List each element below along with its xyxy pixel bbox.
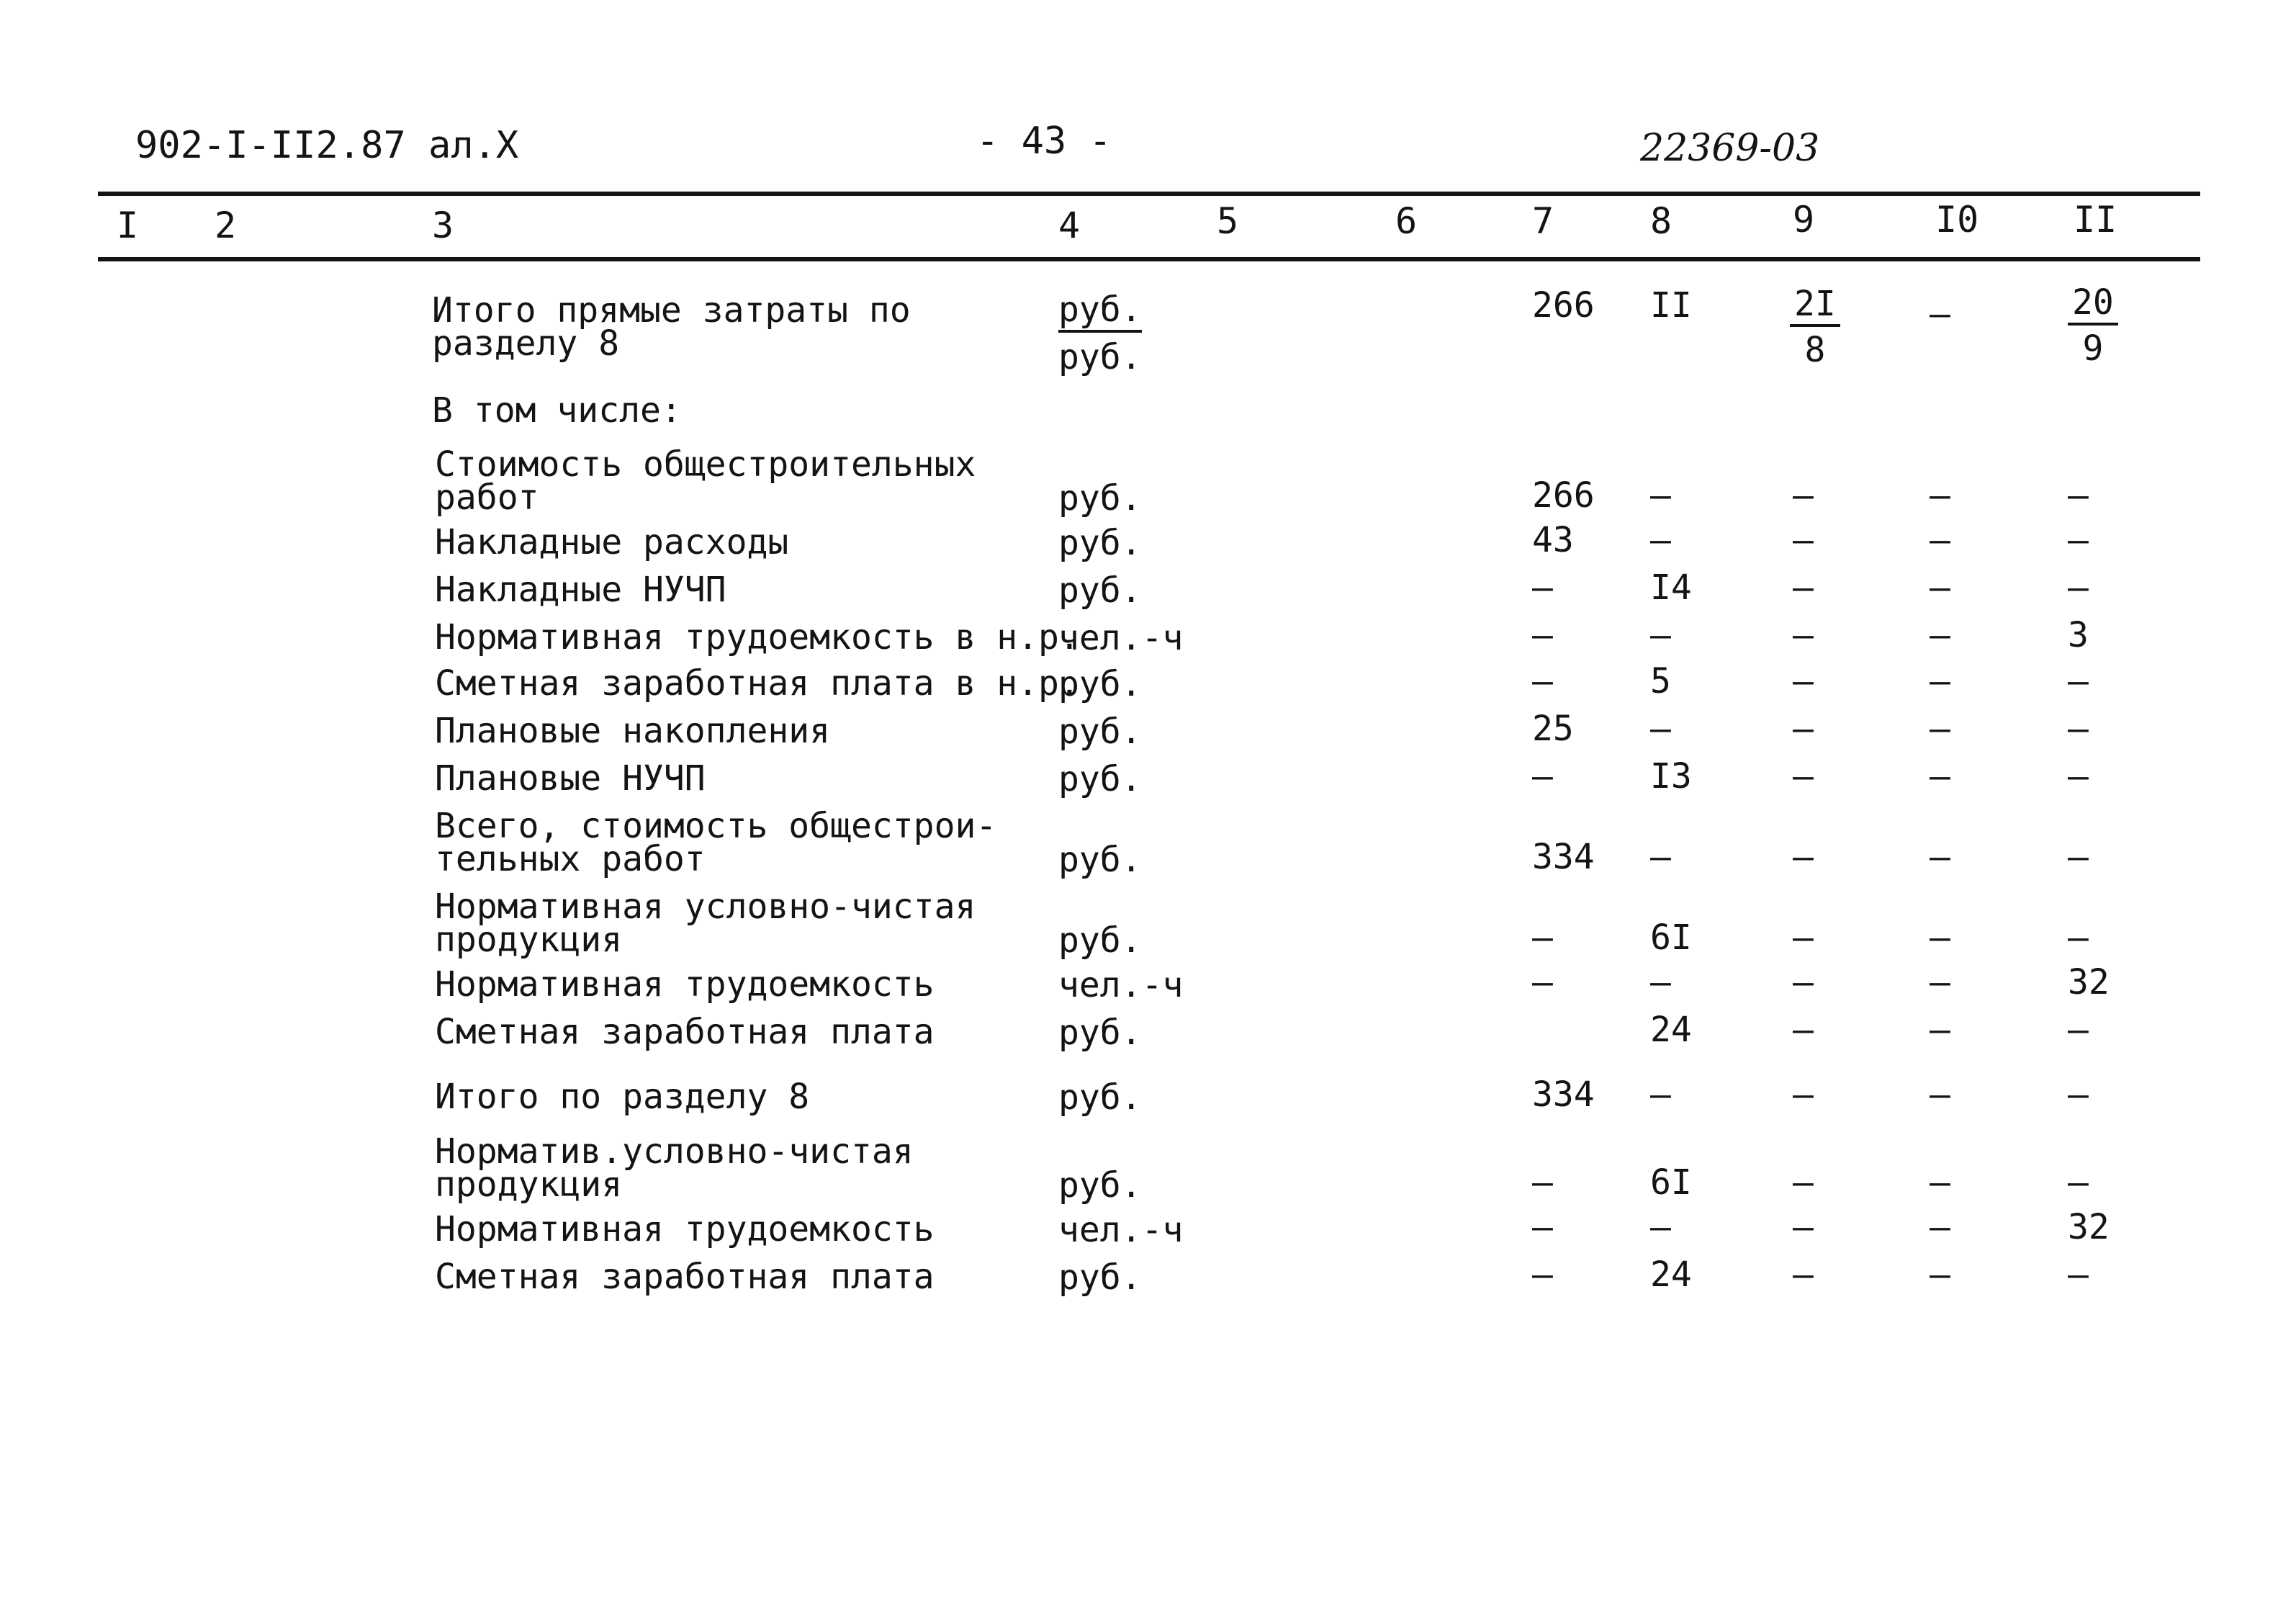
table-top-rule <box>98 192 2200 196</box>
cell-col9: – <box>1793 709 1814 749</box>
cell-col8: 24 <box>1650 1254 1692 1295</box>
fraction-numerator: 20 <box>2068 285 2118 326</box>
cell-col11: – <box>2068 1010 2089 1050</box>
cell-col8: – <box>1650 709 1671 749</box>
cell-col8: – <box>1650 615 1671 655</box>
row-label <box>435 1257 935 1297</box>
cell-col10: – <box>1930 1074 1950 1115</box>
cell-col8: – <box>1650 520 1671 560</box>
cell-col11: – <box>2068 756 2089 796</box>
cell-col9: – <box>1793 520 1814 560</box>
cell-col11: – <box>2068 475 2089 516</box>
cell-col10: – <box>1930 1010 1950 1050</box>
row-label <box>435 1209 935 1249</box>
row-label-line: Нормативная трудоемкость <box>435 1209 935 1249</box>
row-label-line: Нормативная условно-чистая <box>435 886 976 927</box>
row-label-line: тельных работ <box>435 839 706 879</box>
cell-col11: – <box>2068 709 2089 749</box>
cell-col11: – <box>2068 661 2089 701</box>
row-unit: руб. <box>1058 664 1142 704</box>
row-label-line: Итого по разделу 8 <box>435 1077 810 1117</box>
row-unit-value: руб. <box>1058 289 1142 333</box>
cell-col11: – <box>2068 837 2089 877</box>
row-label <box>435 522 789 562</box>
row-label <box>435 570 726 610</box>
row-unit: чел.-ч <box>1058 1210 1184 1250</box>
row-label <box>435 758 706 799</box>
row-label-line: разделу 8 <box>432 323 620 364</box>
cell-col8: 6I <box>1650 917 1692 958</box>
cell-col9: – <box>1793 475 1814 516</box>
row-unit: руб. <box>1058 1077 1142 1118</box>
row-label-line: продукция <box>435 920 623 960</box>
cell-col8: 24 <box>1650 1010 1692 1050</box>
row-label-line: Сметная заработная плата в н.р. <box>435 663 1080 704</box>
column-number: 3 <box>432 205 454 246</box>
row-label <box>435 1077 810 1117</box>
cell-col8: I3 <box>1650 756 1692 796</box>
cell-col10: – <box>1930 709 1950 749</box>
cell-col7: – <box>1532 1254 1553 1295</box>
cell-col9: – <box>1793 661 1814 701</box>
column-number: 5 <box>1217 200 1239 242</box>
row-unit: чел.-ч <box>1058 965 1184 1005</box>
cell-col7: 25 <box>1532 709 1574 749</box>
cell-col8: 5 <box>1650 661 1671 701</box>
cell-col11: – <box>2068 520 2089 560</box>
row-unit: руб. <box>1058 920 1142 961</box>
cell-col8: – <box>1650 475 1671 516</box>
row-unit: руб. <box>1058 840 1142 880</box>
subheading: В том числе: <box>432 390 682 431</box>
row-label <box>435 444 976 518</box>
cell-col10: – <box>1930 520 1950 560</box>
cell-col10: – <box>1930 756 1950 796</box>
row-unit: руб. <box>1058 759 1142 799</box>
row-label <box>435 964 935 1005</box>
cell-col9: – <box>1793 962 1814 1002</box>
column-number: I0 <box>1935 199 1979 241</box>
row-unit: руб. <box>1058 523 1142 563</box>
row-label <box>435 886 976 960</box>
cell-col10: – <box>1930 475 1950 516</box>
row-unit: руб. <box>1058 1165 1142 1206</box>
cell-col11: – <box>2068 567 2089 608</box>
row-label-line: Накладные расходы <box>435 522 789 562</box>
row-label-line: Стоимость общестроительных <box>435 444 976 485</box>
column-number: 7 <box>1532 200 1554 242</box>
column-number: 9 <box>1793 199 1815 241</box>
row-label-line: Сметная заработная плата <box>435 1012 935 1052</box>
row-label-line: Сметная заработная плата <box>435 1257 935 1297</box>
row-unit: руб. <box>1058 712 1142 752</box>
row-unit: руб. <box>1058 570 1142 611</box>
row-label <box>432 290 911 364</box>
document-number: 22369-03 <box>1640 127 1820 170</box>
cell-col11: 3 <box>2068 615 2089 655</box>
row-unit: чел.-ч <box>1058 618 1184 658</box>
cell-col11: 32 <box>2068 962 2110 1002</box>
cell-col8: – <box>1650 837 1671 877</box>
row-label <box>435 711 831 751</box>
row-unit: руб. <box>1058 1013 1142 1053</box>
row-label-line: Нормативная трудоемкость <box>435 964 935 1005</box>
fraction-denominator: 9 <box>2082 328 2104 369</box>
row-label <box>435 663 1080 704</box>
cell-col8: – <box>1650 1207 1671 1247</box>
cell-col8: II <box>1650 285 1692 326</box>
row-label-line: Всего, стоимость общестрои- <box>435 806 997 846</box>
cell-col10: – <box>1930 917 1950 958</box>
cell-col8: I4 <box>1650 567 1692 608</box>
page-number: - 43 - <box>976 120 1112 163</box>
cell-col11: – <box>2068 1162 2089 1203</box>
cell-col7: – <box>1532 917 1553 958</box>
row-label <box>435 617 1080 657</box>
column-number: I <box>117 205 139 246</box>
cell-col7: – <box>1532 756 1553 796</box>
cell-col10: – <box>1930 294 1950 334</box>
cell-col7: 43 <box>1532 520 1574 560</box>
cell-col7: – <box>1532 1162 1553 1203</box>
column-number: II <box>2074 199 2117 241</box>
row-label-line: Итого прямые затраты по <box>432 290 911 331</box>
cell-col9: – <box>1793 1162 1814 1203</box>
cell-col8: – <box>1650 962 1671 1002</box>
row-label <box>435 806 997 879</box>
fraction-numerator: 2I <box>1790 287 1840 327</box>
row-unit: руб. <box>1058 337 1142 377</box>
cell-col8: 6I <box>1650 1162 1692 1203</box>
cell-col9: – <box>1793 1254 1814 1295</box>
cell-col9: – <box>1793 917 1814 958</box>
cell-col7: – <box>1532 1207 1553 1247</box>
cell-col10: – <box>1930 567 1950 608</box>
cell-col9: – <box>1793 567 1814 608</box>
cell-col9-fraction <box>1790 284 1840 370</box>
cell-col7: – <box>1532 615 1553 655</box>
cell-col11: – <box>2068 1074 2089 1115</box>
cell-col10: – <box>1930 615 1950 655</box>
column-number: 8 <box>1650 200 1673 242</box>
cell-col8: – <box>1650 1074 1671 1115</box>
cell-col7: – <box>1532 962 1553 1002</box>
cell-col9: – <box>1793 837 1814 877</box>
cell-col11-fraction <box>2068 282 2118 369</box>
cell-col7: 334 <box>1532 837 1595 877</box>
row-label-line: Плановые НУЧП <box>435 758 706 799</box>
row-label-line: Накладные НУЧП <box>435 570 726 610</box>
cell-col11: – <box>2068 917 2089 958</box>
cell-col7: 266 <box>1532 285 1595 326</box>
cell-col9: – <box>1793 1010 1814 1050</box>
row-label-line: продукция <box>435 1164 623 1205</box>
column-number: 4 <box>1058 205 1081 246</box>
cell-col9: – <box>1793 756 1814 796</box>
row-label <box>435 1012 935 1052</box>
cell-col7: – <box>1532 661 1553 701</box>
column-number: 6 <box>1395 200 1418 242</box>
table-header-rule <box>98 257 2200 261</box>
cell-col7: 266 <box>1532 475 1595 516</box>
row-unit: руб. <box>1058 1257 1142 1298</box>
cell-col7: – <box>1532 567 1553 608</box>
row-label-line: Плановые накопления <box>435 711 831 751</box>
row-unit: руб. <box>1058 478 1142 519</box>
cell-col10: – <box>1930 1162 1950 1203</box>
column-number: 2 <box>215 205 237 246</box>
row-unit <box>1058 289 1142 330</box>
cell-col10: – <box>1930 837 1950 877</box>
document-code: 902-I-II2.87 ал.Х <box>135 124 519 167</box>
cell-col10: – <box>1930 661 1950 701</box>
cell-col10: – <box>1930 1254 1950 1295</box>
cell-col11: 32 <box>2068 1207 2110 1247</box>
cell-col11: – <box>2068 1254 2089 1295</box>
row-label-line: работ <box>435 477 539 518</box>
cell-col10: – <box>1930 1207 1950 1247</box>
cell-col10: – <box>1930 962 1950 1002</box>
cell-col9: – <box>1793 1207 1814 1247</box>
row-label-line: Норматив.условно-чистая <box>435 1131 914 1172</box>
cell-col9: – <box>1793 1074 1814 1115</box>
cell-col9: – <box>1793 615 1814 655</box>
row-label <box>435 1131 914 1205</box>
fraction-denominator: 8 <box>1804 330 1826 370</box>
row-label-line: Нормативная трудоемкость в н.р. <box>435 617 1080 657</box>
cell-col7: 334 <box>1532 1074 1595 1115</box>
